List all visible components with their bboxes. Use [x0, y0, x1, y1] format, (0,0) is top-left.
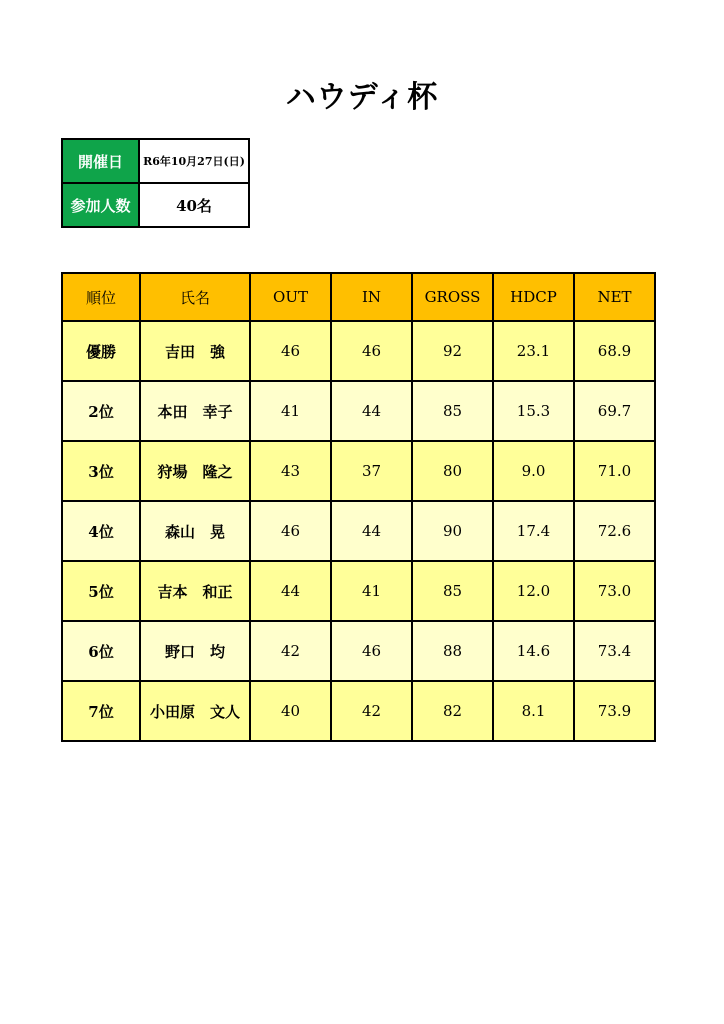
out-score-cell: 46	[250, 321, 331, 381]
hdcp-cell: 23.1	[493, 321, 574, 381]
in-score-cell: 46	[331, 321, 412, 381]
out-score-cell: 40	[250, 681, 331, 741]
results-header-row	[62, 273, 655, 321]
table-row	[62, 441, 655, 501]
date-row	[62, 139, 249, 183]
header-rank: 順位	[62, 273, 140, 321]
in-score-cell: 46	[331, 621, 412, 681]
header-name: 氏名	[140, 273, 250, 321]
header-out: OUT	[250, 273, 331, 321]
hdcp-cell: 12.0	[493, 561, 574, 621]
hdcp-cell: 17.4	[493, 501, 574, 561]
rank-cell: 4位	[62, 501, 140, 561]
name-cell: 本田 幸子	[140, 381, 250, 441]
net-score-cell: 71.0	[574, 441, 655, 501]
in-score-cell: 37	[331, 441, 412, 501]
rank-cell: 3位	[62, 441, 140, 501]
gross-score-cell: 85	[412, 561, 493, 621]
event-info-table	[61, 138, 250, 228]
results-table	[61, 272, 656, 742]
header-gross: GROSS	[412, 273, 493, 321]
table-row	[62, 321, 655, 381]
rank-cell: 2位	[62, 381, 140, 441]
net-score-cell: 68.9	[574, 321, 655, 381]
name-cell: 野口 均	[140, 621, 250, 681]
net-score-cell: 69.7	[574, 381, 655, 441]
rank-cell: 6位	[62, 621, 140, 681]
name-cell: 吉本 和正	[140, 561, 250, 621]
net-score-cell: 73.0	[574, 561, 655, 621]
participants-value: 40名	[139, 183, 249, 227]
gross-score-cell: 92	[412, 321, 493, 381]
gross-score-cell: 85	[412, 381, 493, 441]
net-score-cell: 72.6	[574, 501, 655, 561]
gross-score-cell: 90	[412, 501, 493, 561]
hdcp-cell: 14.6	[493, 621, 574, 681]
out-score-cell: 46	[250, 501, 331, 561]
out-score-cell: 41	[250, 381, 331, 441]
name-cell: 森山 晃	[140, 501, 250, 561]
date-label: 開催日	[62, 139, 139, 183]
gross-score-cell: 88	[412, 621, 493, 681]
rank-cell: 7位	[62, 681, 140, 741]
participants-row	[62, 183, 249, 227]
rank-cell: 優勝	[62, 321, 140, 381]
table-row	[62, 621, 655, 681]
name-cell: 狩場 隆之	[140, 441, 250, 501]
date-value: R6年10月27日(日)	[139, 139, 249, 183]
hdcp-cell: 8.1	[493, 681, 574, 741]
table-row	[62, 561, 655, 621]
in-score-cell: 42	[331, 681, 412, 741]
net-score-cell: 73.9	[574, 681, 655, 741]
in-score-cell: 44	[331, 501, 412, 561]
hdcp-cell: 9.0	[493, 441, 574, 501]
header-net: NET	[574, 273, 655, 321]
in-score-cell: 44	[331, 381, 412, 441]
rank-cell: 5位	[62, 561, 140, 621]
in-score-cell: 41	[331, 561, 412, 621]
out-score-cell: 43	[250, 441, 331, 501]
participants-label: 参加人数	[62, 183, 139, 227]
table-row	[62, 381, 655, 441]
name-cell: 吉田 強	[140, 321, 250, 381]
table-row	[62, 681, 655, 741]
gross-score-cell: 82	[412, 681, 493, 741]
page-title: ハウディ杯	[285, 80, 439, 115]
name-cell: 小田原 文人	[140, 681, 250, 741]
out-score-cell: 44	[250, 561, 331, 621]
results-body	[62, 321, 655, 741]
header-hdcp: HDCP	[493, 273, 574, 321]
header-in: IN	[331, 273, 412, 321]
hdcp-cell: 15.3	[493, 381, 574, 441]
out-score-cell: 42	[250, 621, 331, 681]
gross-score-cell: 80	[412, 441, 493, 501]
table-row	[62, 501, 655, 561]
net-score-cell: 73.4	[574, 621, 655, 681]
